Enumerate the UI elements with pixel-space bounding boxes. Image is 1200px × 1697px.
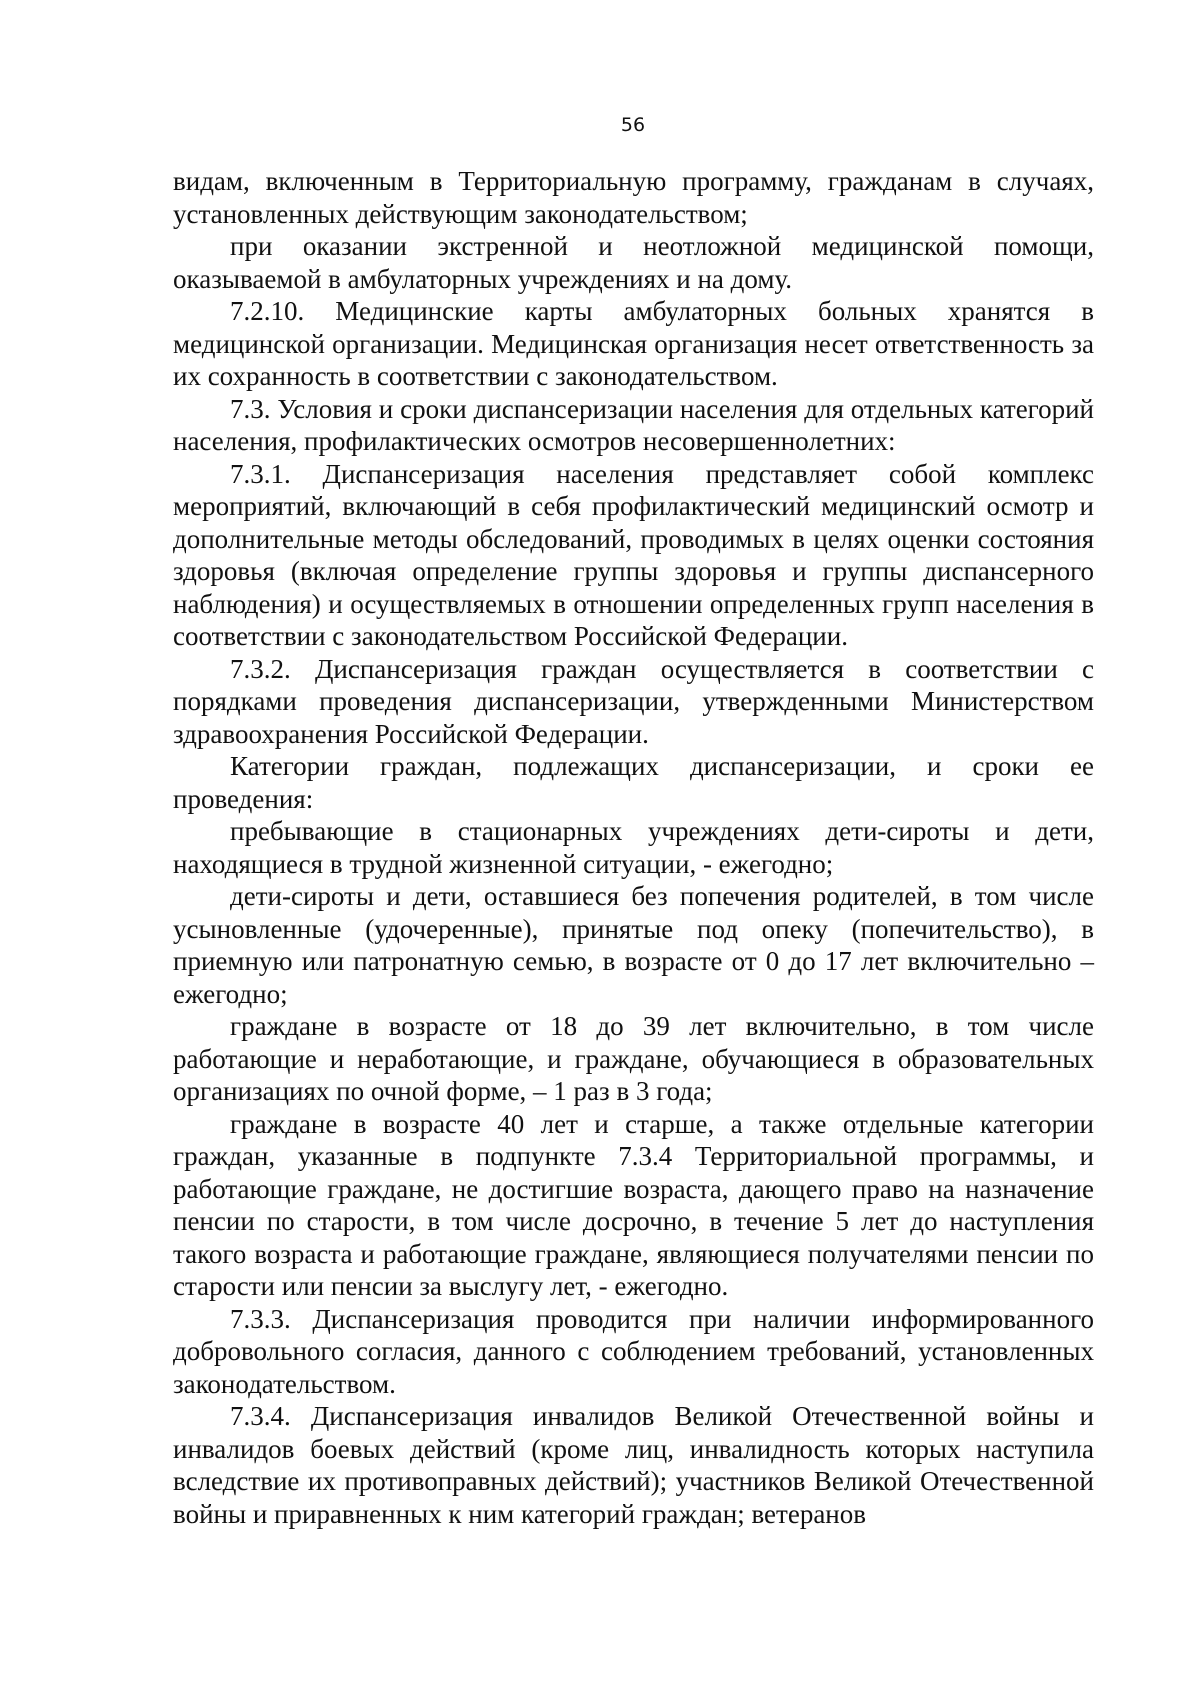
paragraph: видам, включенным в Территориальную программу, гражданам в случаях, установленных действующим законодательством;: [173, 166, 1094, 229]
paragraph: 7.3.3. Диспансеризация проводится при наличии информированного добровольного согласия, данного с соблюдением требований, установленных законодательством.: [173, 1303, 1094, 1399]
paragraph: 7.3.2. Диспансеризация граждан осуществляется в соответствии с порядками проведения диспансеризации, утвержденными Министерством здравоохранения Российской Федерации.: [173, 653, 1094, 749]
paragraph: 7.2.10. Медицинские карты амбулаторных больных хранятся в медицинской организации. Медицинская организация несет ответственность за их сохранность в соответствии с законодательством.: [173, 296, 1094, 391]
paragraph: 7.3. Условия и сроки диспансеризации населения для отдельных категорий населения, профилактических осмотров несовершеннолетних:: [173, 393, 1094, 456]
paragraph: дети-сироты и дети, оставшиеся без попечения родителей, в том числе усыновленные (удочеренные), принятые под опеку (попечительство), в приемную или патронатную семью, в возрасте от 0 до 17 лет включительно – ежегодно;: [173, 881, 1094, 1009]
paragraph: граждане в возрасте 40 лет и старше, а также отдельные категории граждан, указанные в подпункте 7.3.4 Территориальной программы, и работающие граждане, не достигшие возраста, дающего право на назначение пенсии по старости, в том числе досрочно, в течение 5 лет до наступления такого возраста и работающие граждане, являющиеся получателями пенсии по старости или пенсии за выслугу лет, - ежегодно.: [173, 1108, 1094, 1301]
paragraph: при оказании экстренной и неотложной медицинской помощи, оказываемой в амбулаторных учреждениях и на дому.: [173, 231, 1094, 294]
document-body: [173, 165, 1094, 1530]
paragraph: 7.3.4. Диспансеризация инвалидов Великой Отечественной войны и инвалидов боевых действий (кроме лиц, инвалидность которых наступила вследствие их противоправных действий); участников Великой Отечественной войны и приравненных к ним категорий граждан; ветеранов: [173, 1401, 1094, 1529]
paragraph: Категории граждан, подлежащих диспансеризации, и сроки ее проведения:: [173, 751, 1094, 814]
paragraph: пребывающие в стационарных учреждениях дети-сироты и дети, находящиеся в трудной жизненной ситуации, - ежегодно;: [173, 816, 1094, 879]
page-number: 56: [620, 114, 646, 136]
paragraph: граждане в возрасте от 18 до 39 лет включительно, в том числе работающие и неработающие, и граждане, обучающиеся в образовательных организациях по очной форме, – 1 раз в 3 года;: [173, 1011, 1094, 1106]
paragraph: 7.3.1. Диспансеризация населения представляет собой комплекс мероприятий, включающий в себя профилактический медицинский осмотр и дополнительные методы обследований, проводимых в целях оценки состояния здоровья (включая определение группы здоровья и группы диспансерного наблюдения) и осуществляемых в отношении определенных групп населения в соответствии с законодательством Российской Федерации.: [173, 458, 1094, 651]
